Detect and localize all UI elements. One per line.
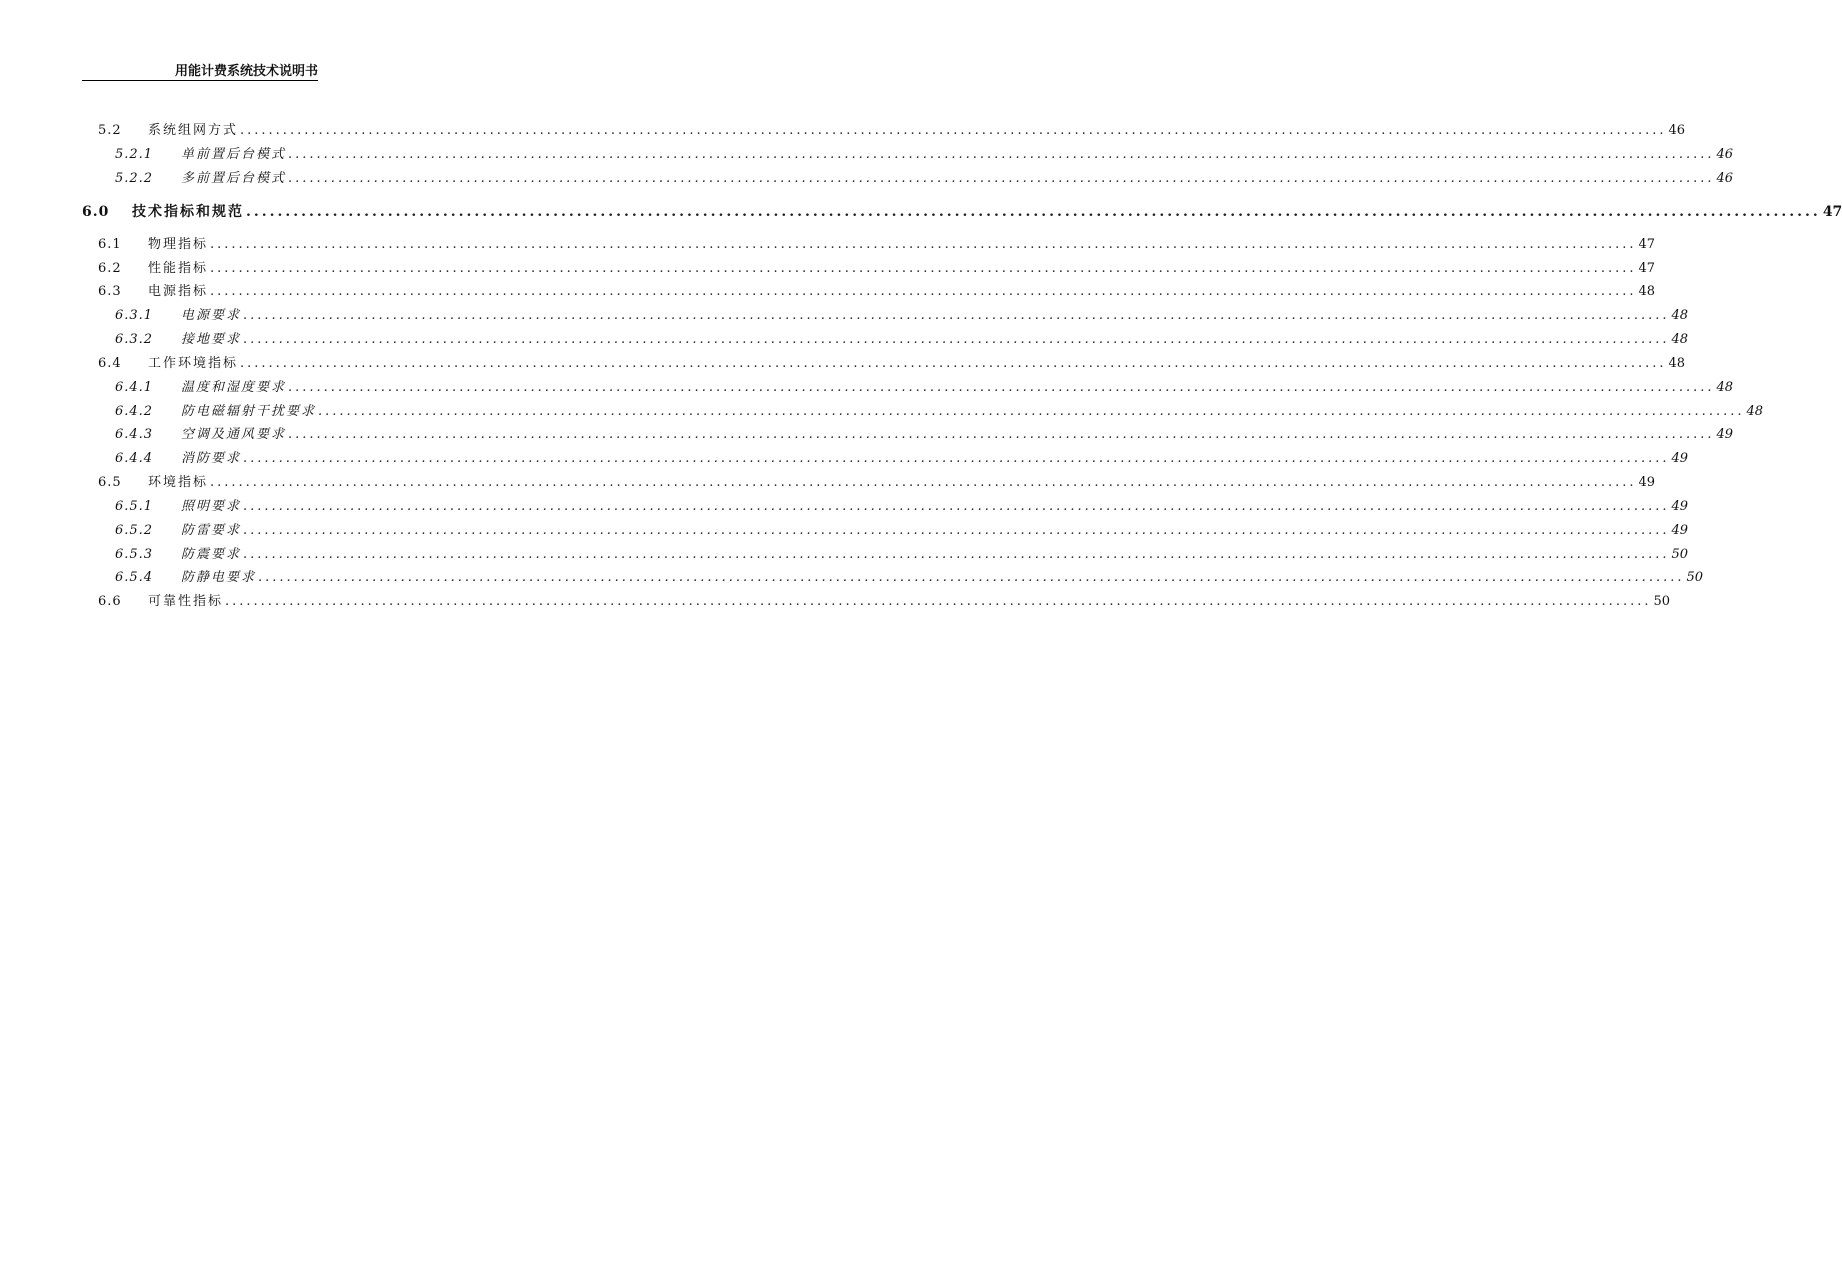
toc-entry-number: 6.3.2 bbox=[115, 332, 154, 347]
toc-dot-leader: ........................................................................................................................................................................................................ bbox=[258, 570, 1685, 585]
toc-dot-leader: ........................................................................................................................................................................................................ bbox=[288, 427, 1715, 442]
toc-entry-title: 防电磁辐射干扰要求 bbox=[181, 404, 317, 419]
toc-entry-title: 技术指标和规范 bbox=[132, 204, 244, 220]
toc-dot-leader: ........................................................................................................................................................................................................ bbox=[225, 594, 1652, 609]
toc-entry-title: 消防要求 bbox=[181, 451, 242, 466]
toc-entry-title: 防静电要求 bbox=[181, 570, 257, 585]
toc-entry-title: 温度和湿度要求 bbox=[181, 380, 287, 395]
toc-entry[interactable] bbox=[0, 168, 1734, 190]
toc-dot-leader: ........................................................................................................................................................................................................ bbox=[243, 547, 1670, 562]
toc-entry-page: 48 bbox=[1668, 356, 1686, 371]
toc-entry[interactable] bbox=[0, 496, 1689, 518]
toc-entry-page: 46 bbox=[1668, 123, 1686, 138]
toc-entry-title: 可靠性指标 bbox=[148, 594, 224, 609]
header-title: 用能计费系统技术说明书 bbox=[174, 64, 318, 79]
toc-entry-page: 47 bbox=[1638, 237, 1656, 252]
toc-entry-number: 6.5.2 bbox=[115, 523, 154, 538]
toc-entry[interactable] bbox=[0, 401, 1764, 423]
toc-entry-title: 多前置后台模式 bbox=[181, 171, 287, 186]
toc-entry-number: 6.5 bbox=[98, 475, 122, 490]
toc-entry-page: 46 bbox=[1716, 147, 1734, 162]
toc-entry-number: 6.3 bbox=[98, 284, 122, 299]
toc-dot-leader: ........................................................................................................................................................................................................ bbox=[243, 332, 1670, 347]
toc-entry-number: 6.5.1 bbox=[115, 499, 154, 514]
toc-dot-leader: ........................................................................................................................................................................................................ bbox=[240, 356, 1667, 371]
toc-entry[interactable] bbox=[0, 591, 1671, 613]
toc-entry-page: 48 bbox=[1746, 404, 1764, 419]
toc-entry-page: 48 bbox=[1716, 380, 1734, 395]
toc-dot-leader: ........................................................................................................................................................................................................ bbox=[246, 204, 1821, 220]
toc-dot-leader: ........................................................................................................................................................................................................ bbox=[288, 380, 1715, 395]
toc-entry-page: 48 bbox=[1671, 332, 1689, 347]
toc-entry-page: 49 bbox=[1716, 427, 1734, 442]
toc-entry-page: 49 bbox=[1638, 475, 1656, 490]
toc-entry-title: 环境指标 bbox=[148, 475, 209, 490]
toc-entry-number: 6.4.3 bbox=[115, 427, 154, 442]
toc-entry-title: 防雷要求 bbox=[181, 523, 242, 538]
toc-entry[interactable] bbox=[0, 567, 1704, 589]
toc-entry-number: 6.4.2 bbox=[115, 404, 154, 419]
toc-entry[interactable] bbox=[0, 201, 1842, 223]
toc-entry-title: 电源要求 bbox=[181, 308, 242, 323]
toc-entry-page: 47 bbox=[1638, 261, 1656, 276]
toc-entry-page: 50 bbox=[1686, 570, 1704, 585]
toc-entry-number: 6.4.4 bbox=[115, 451, 154, 466]
toc-entry[interactable] bbox=[0, 472, 1656, 494]
toc-entry-title: 系统组网方式 bbox=[148, 123, 239, 138]
toc-entry-number: 5.2.2 bbox=[115, 171, 154, 186]
toc-dot-leader: ........................................................................................................................................................................................................ bbox=[210, 237, 1637, 252]
toc-entry[interactable] bbox=[0, 258, 1656, 280]
toc-entry[interactable] bbox=[0, 424, 1734, 446]
toc-entry-number: 6.6 bbox=[98, 594, 122, 609]
toc-entry[interactable] bbox=[0, 144, 1734, 166]
toc-dot-leader: ........................................................................................................................................................................................................ bbox=[243, 499, 1670, 514]
toc-entry-number: 5.2 bbox=[98, 123, 122, 138]
toc-dot-leader: ........................................................................................................................................................................................................ bbox=[210, 261, 1637, 276]
toc-entry-page: 50 bbox=[1671, 547, 1689, 562]
toc-entry-title: 照明要求 bbox=[181, 499, 242, 514]
toc-entry-title: 防震要求 bbox=[181, 547, 242, 562]
toc-entry[interactable] bbox=[0, 329, 1689, 351]
toc-entry-number: 6.3.1 bbox=[115, 308, 154, 323]
toc-dot-leader: ........................................................................................................................................................................................................ bbox=[243, 451, 1670, 466]
toc-entry-number: 6.5.4 bbox=[115, 570, 154, 585]
toc-entry[interactable] bbox=[0, 377, 1734, 399]
toc-entry-page: 48 bbox=[1671, 308, 1689, 323]
toc-entry[interactable] bbox=[0, 544, 1689, 566]
toc-entry-title: 电源指标 bbox=[148, 284, 209, 299]
toc-entry[interactable] bbox=[0, 120, 1686, 142]
toc-entry-title: 物理指标 bbox=[148, 237, 209, 252]
toc-dot-leader: ........................................................................................................................................................................................................ bbox=[210, 475, 1637, 490]
toc-entry-title: 空调及通风要求 bbox=[181, 427, 287, 442]
toc-entry-number: 6.1 bbox=[98, 237, 122, 252]
toc-dot-leader: ........................................................................................................................................................................................................ bbox=[240, 123, 1667, 138]
toc-dot-leader: ........................................................................................................................................................................................................ bbox=[243, 308, 1670, 323]
toc-entry[interactable] bbox=[0, 234, 1656, 256]
toc-entry-page: 46 bbox=[1716, 171, 1734, 186]
toc-entry-title: 工作环境指标 bbox=[148, 356, 239, 371]
toc-entry[interactable] bbox=[0, 281, 1656, 303]
toc-entry-number: 6.4.1 bbox=[115, 380, 154, 395]
toc-entry-page: 49 bbox=[1671, 523, 1689, 538]
toc-entry[interactable] bbox=[0, 448, 1689, 470]
toc-entry-number: 6.0 bbox=[82, 204, 110, 220]
toc-entry-number: 5.2.1 bbox=[115, 147, 154, 162]
toc-entry[interactable] bbox=[0, 520, 1689, 542]
toc-entry[interactable] bbox=[0, 353, 1686, 375]
toc-dot-leader: ........................................................................................................................................................................................................ bbox=[210, 284, 1637, 299]
toc-dot-leader: ........................................................................................................................................................................................................ bbox=[288, 171, 1715, 186]
toc-entry-number: 6.2 bbox=[98, 261, 122, 276]
toc-entry-page: 49 bbox=[1671, 451, 1689, 466]
toc-entry-title: 性能指标 bbox=[148, 261, 209, 276]
toc-entry-page: 50 bbox=[1653, 594, 1671, 609]
toc-entry-title: 单前置后台模式 bbox=[181, 147, 287, 162]
toc-dot-leader: ........................................................................................................................................................................................................ bbox=[318, 404, 1745, 419]
toc-entry-title: 接地要求 bbox=[181, 332, 242, 347]
toc-entry-page: 49 bbox=[1671, 499, 1689, 514]
toc-entry-page: 47 bbox=[1822, 204, 1842, 220]
toc-entry-page: 48 bbox=[1638, 284, 1656, 299]
toc-dot-leader: ........................................................................................................................................................................................................ bbox=[243, 523, 1670, 538]
toc-entry[interactable] bbox=[0, 305, 1689, 327]
toc-entry-number: 6.4 bbox=[98, 356, 122, 371]
toc-dot-leader: ........................................................................................................................................................................................................ bbox=[288, 147, 1715, 162]
toc-entry-number: 6.5.3 bbox=[115, 547, 154, 562]
